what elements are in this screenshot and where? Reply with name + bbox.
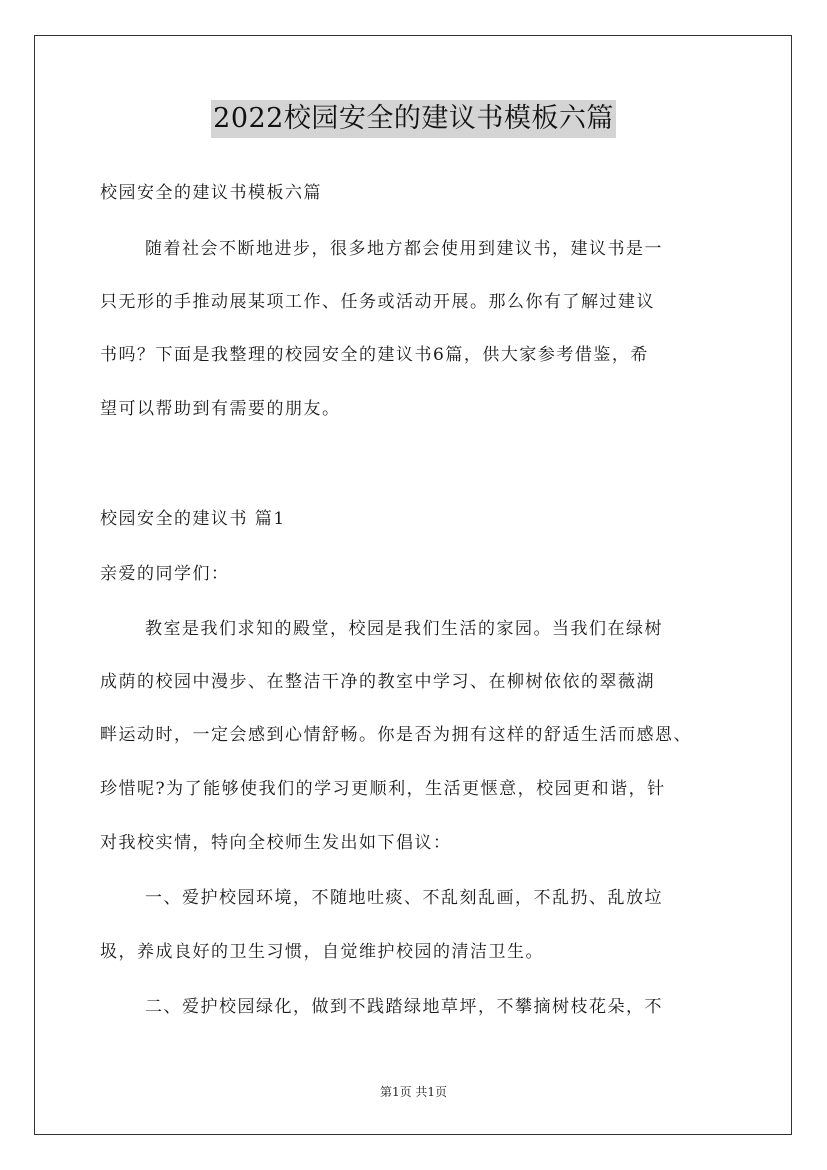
paragraph-line: 书吗？下面是我整理的校园安全的建议书6篇，供大家参考借鉴，希 [100,345,649,365]
salutation-line: 亲爱的同学们： [100,564,230,584]
title-container [0,100,827,138]
paragraph-line: 二、爱护校园绿化，做到不践踏绿地草坪，不攀摘树枝花朵，不 [145,997,663,1017]
paragraph-line: 只无形的手推动展某项工作、任务或活动开展。那么你有了解过建议 [100,292,655,312]
document-title: 2022校园安全的建议书模板六篇 [211,100,616,138]
paragraph-line: 一、爱护校园环境，不随地吐痰、不乱刻乱画，不乱扔、乱放垃 [145,888,663,908]
paragraph-line: 珍惜呢?为了能够使我们的学习更顺利，生活更惬意，校园更和谐，针 [100,779,666,799]
page-footer: 第1页 共1页 [379,1085,448,1099]
paragraph-line: 成荫的校园中漫步、在整洁干净的教室中学习、在柳树依依的翠薇湖 [100,672,655,692]
paragraph-line: 望可以帮助到有需要的朋友。 [100,399,341,419]
paragraph-line: 畔运动时，一定会感到心情舒畅。你是否为拥有这样的舒适生活而感恩、 [100,725,692,745]
paragraph-line: 对我校实情，特向全校师生发出如下倡议： [100,833,452,853]
paragraph-line: 教室是我们求知的殿堂，校园是我们生活的家园。当我们在绿树 [145,619,663,639]
paragraph-line: 圾，养成良好的卫生习惯，自觉维护校园的清洁卫生。 [100,942,544,962]
paragraph-line: 随着社会不断地进步，很多地方都会使用到建议书，建议书是一 [145,239,663,259]
subtitle-line: 校园安全的建议书模板六篇 [100,183,322,203]
section-heading: 校园安全的建议书 篇1 [100,509,286,529]
